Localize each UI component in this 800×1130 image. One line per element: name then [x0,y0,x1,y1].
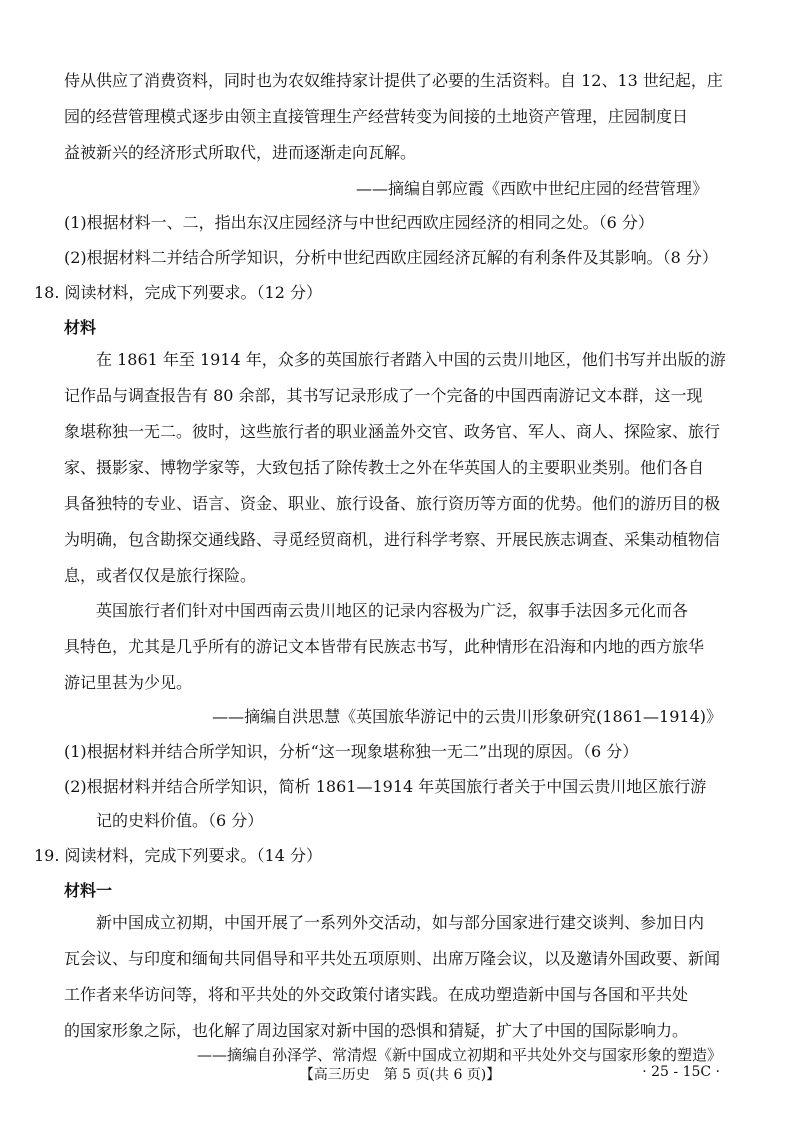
text-line: 的国家形象之际，也化解了周边国家对新中国的恐惧和猜疑，扩大了中国的国际影响力。 [64,1021,689,1040]
text-line: 具备独特的专业、语言、资金、职业、旅行设备、旅行资历等方面的优势。他们的游历目的极 [64,494,721,513]
text-line: 记作品与调查报告有 80 余部，其书写记录形成了一个完备的中国西南游记文本群，这一现 [64,386,703,405]
text-line: 游记里甚为少见。 [64,673,193,692]
sub-question-cont: 记的史料价值。（6 分） [96,811,264,830]
text-line: 为明确，包含勘探交通线路、寻觅经贸商机，进行科学考察、开展民族志调查、采集动植物信 [64,530,721,549]
text-line: 象堪称独一无二。彼时，这些旅行者的职业涵盖外交官、政务官、军人、商人、探险家、旅行 [64,422,721,441]
text-line: 瓦会议、与印度和缅甸共同倡导和平共处五项原则、出席万隆会议，以及邀请外国政要、新闻 [64,949,721,968]
question-heading: 18. 阅读材料，完成下列要求。（12 分） [34,283,322,302]
text-line: 侍从供应了消费资料，同时也为农奴维持家计提供了必要的生活资料。自 12、13 世纪起，庄 [64,71,723,90]
sub-question: (1)根据材料一、二，指出东汉庄园经济与中世纪西欧庄园经济的相同之处。（6 分） [64,213,654,232]
text-line: 英国旅行者们针对中国西南云贵川地区的记录内容极为广泛，叙事手法因多元化而各 [96,601,689,620]
text-line: 具特色，尤其是几乎所有的游记文本皆带有民族志书写，此种情形在沿海和内地的西方旅华 [64,637,705,656]
text-line: 新中国成立初期，中国开展了一系列外交活动，如与部分国家进行建交谈判、参加日内 [96,913,705,932]
text-line: 工作者来华访问等，将和平共处的外交政策付诸实践。在成功塑造新中国与各国和平共处 [64,985,689,1004]
source-citation: ——摘编自洪思慧《英国旅华游记中的云贵川形象研究(1861—1914)》 [212,707,722,726]
text-line: 家、摄影家、博物学家等，大致包括了除传教士之外在华英国人的主要职业类别。他们各自 [64,458,705,477]
sub-question: (1)根据材料并结合所学知识，分析“这一现象堪称独一无二”出现的原因。（6 分） [64,742,639,761]
sub-question: (2)根据材料二并结合所学知识，分析中世纪西欧庄园经济瓦解的有利条件及其影响。（8 分） [64,248,718,267]
sub-question: (2)根据材料并结合所学知识，简析 1861—1914 年英国旅行者关于中国云贵川地区旅行游 [64,777,707,796]
material-label: 材料 [64,318,97,337]
paper-code: · 25 - 15C · [642,1064,720,1080]
source-citation: ——摘编自孙泽学、常清煜《新中国成立初期和平共处外交与国家形象的塑造》 [196,1046,722,1064]
text-line: 息，或者仅仅是旅行探险。 [64,566,257,585]
source-citation: ——摘编自郭应霞《西欧中世纪庄园的经营管理》 [355,179,708,198]
page-footer: 【高三历史 第 5 页(共 6 页)】 [299,1067,501,1083]
material-label: 材料一 [64,881,113,900]
text-line: 益被新兴的经济形式所取代，进而逐渐走向瓦解。 [64,143,417,162]
question-heading: 19. 阅读材料，完成下列要求。（14 分） [34,846,322,865]
text-line: 园的经营管理模式逐步由领主直接管理生产经营转变为间接的土地资产管理，庄园制度日 [64,107,689,126]
text-line: 在 1861 年至 1914 年，众多的英国旅行者踏入中国的云贵川地区，他们书写并出版的游 [96,350,726,369]
